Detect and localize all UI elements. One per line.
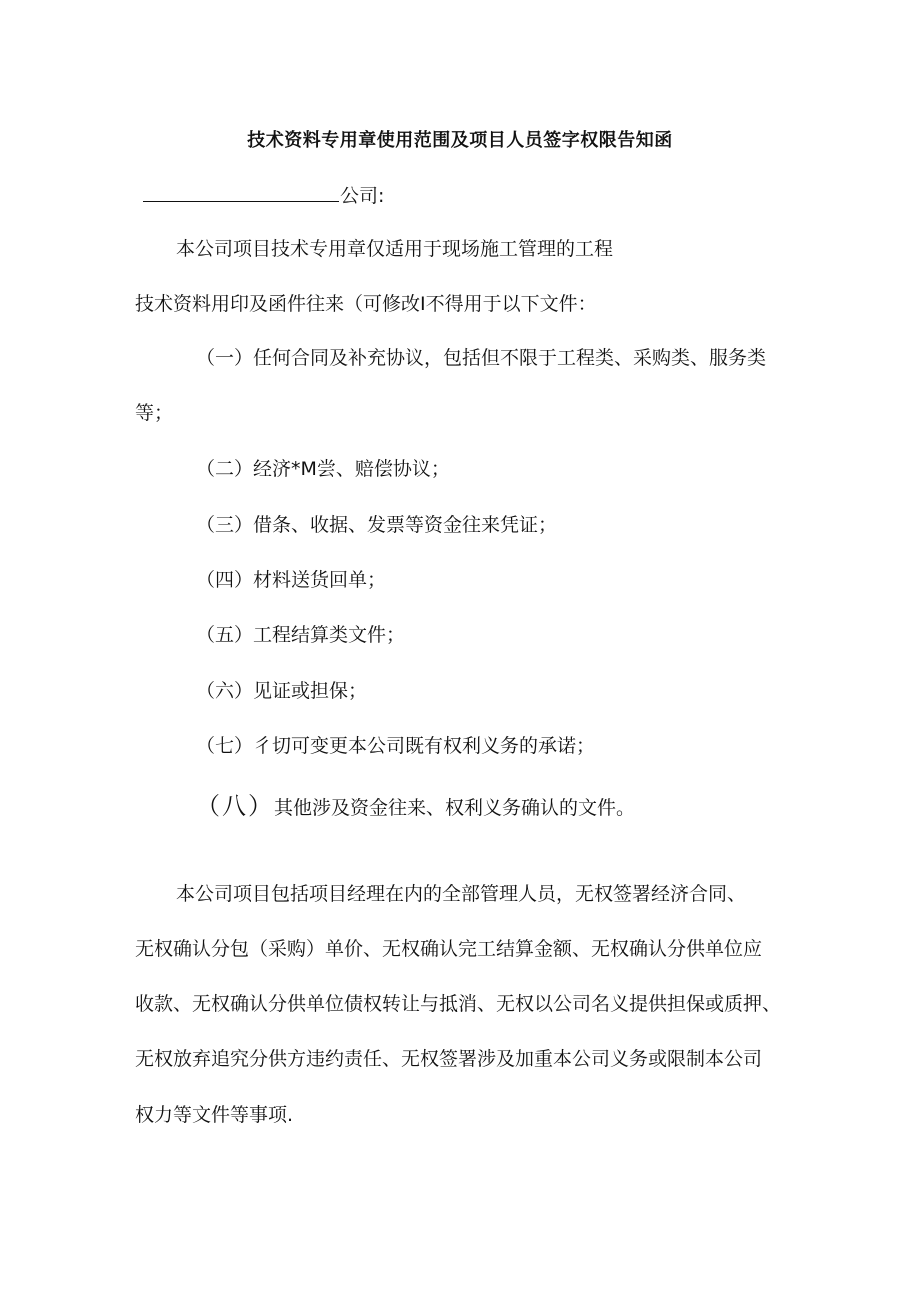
item-3 bbox=[196, 510, 557, 540]
item-text: 经济*M尝、赔偿协议； bbox=[253, 458, 450, 480]
item-number: （六） bbox=[196, 680, 254, 702]
item-text: 见证或担保； bbox=[253, 680, 368, 702]
item-number: （一） bbox=[196, 347, 254, 369]
item-number: （三） bbox=[196, 514, 254, 536]
item-2 bbox=[196, 454, 450, 484]
item-text: 彳切可变更本公司既有权利义务的承诺； bbox=[253, 735, 596, 757]
item-4 bbox=[196, 565, 386, 595]
closing-line-5: 权力等文件等事项. bbox=[135, 1104, 294, 1126]
item-text: 其他涉及资金往来、权利义务确认的文件。 bbox=[274, 797, 636, 819]
item-6 bbox=[196, 676, 367, 706]
closing-line-4: 无权放弃追究分供方违约责任、无权签署涉及加重本公司义务或限制本公司 bbox=[135, 1048, 763, 1070]
item-1-continuation: 等； bbox=[135, 402, 174, 424]
item-text: 借条、收据、发票等资金往来凭证； bbox=[253, 514, 558, 536]
item-1 bbox=[196, 343, 766, 373]
addressee-line bbox=[143, 181, 384, 211]
closing-line-1: 本公司项目包括项目经理在内的全部管理人员，无权签署经济合同、 bbox=[176, 883, 747, 905]
closing-line-3: 收款、无权确认分供单位债权转让与抵消、无权以公司名义提供担保或质押、 bbox=[135, 993, 782, 1015]
item-text: 材料送货回单； bbox=[253, 569, 387, 591]
document-title: 技术资料专用章使用范围及项目人员签字权限告知函 bbox=[247, 130, 673, 151]
item-text: 工程结算类文件； bbox=[253, 624, 406, 646]
item-5 bbox=[196, 620, 405, 650]
item-number: （二） bbox=[196, 458, 254, 480]
intro-line-2: 技术资料用印及函件往来（可修改I不得用于以下文件： bbox=[135, 293, 597, 315]
item-number: （八） bbox=[196, 792, 274, 820]
intro-line-1: 本公司项目技术专用章仅适用于现场施工管理的工程 bbox=[176, 238, 614, 260]
item-8 bbox=[196, 791, 635, 823]
company-name-blank bbox=[143, 181, 339, 202]
item-number: （四） bbox=[196, 569, 254, 591]
closing-line-2: 无权确认分包（采购）单价、无权确认完工结算金额、无权确认分供单位应 bbox=[135, 938, 763, 960]
item-number: （七） bbox=[196, 735, 254, 757]
item-text: 任何合同及补充协议，包括但不限于工程类、采购类、服务类 bbox=[253, 347, 767, 369]
item-number: （五） bbox=[196, 624, 254, 646]
addressee-suffix: 公司: bbox=[340, 185, 385, 207]
item-7 bbox=[196, 731, 595, 761]
